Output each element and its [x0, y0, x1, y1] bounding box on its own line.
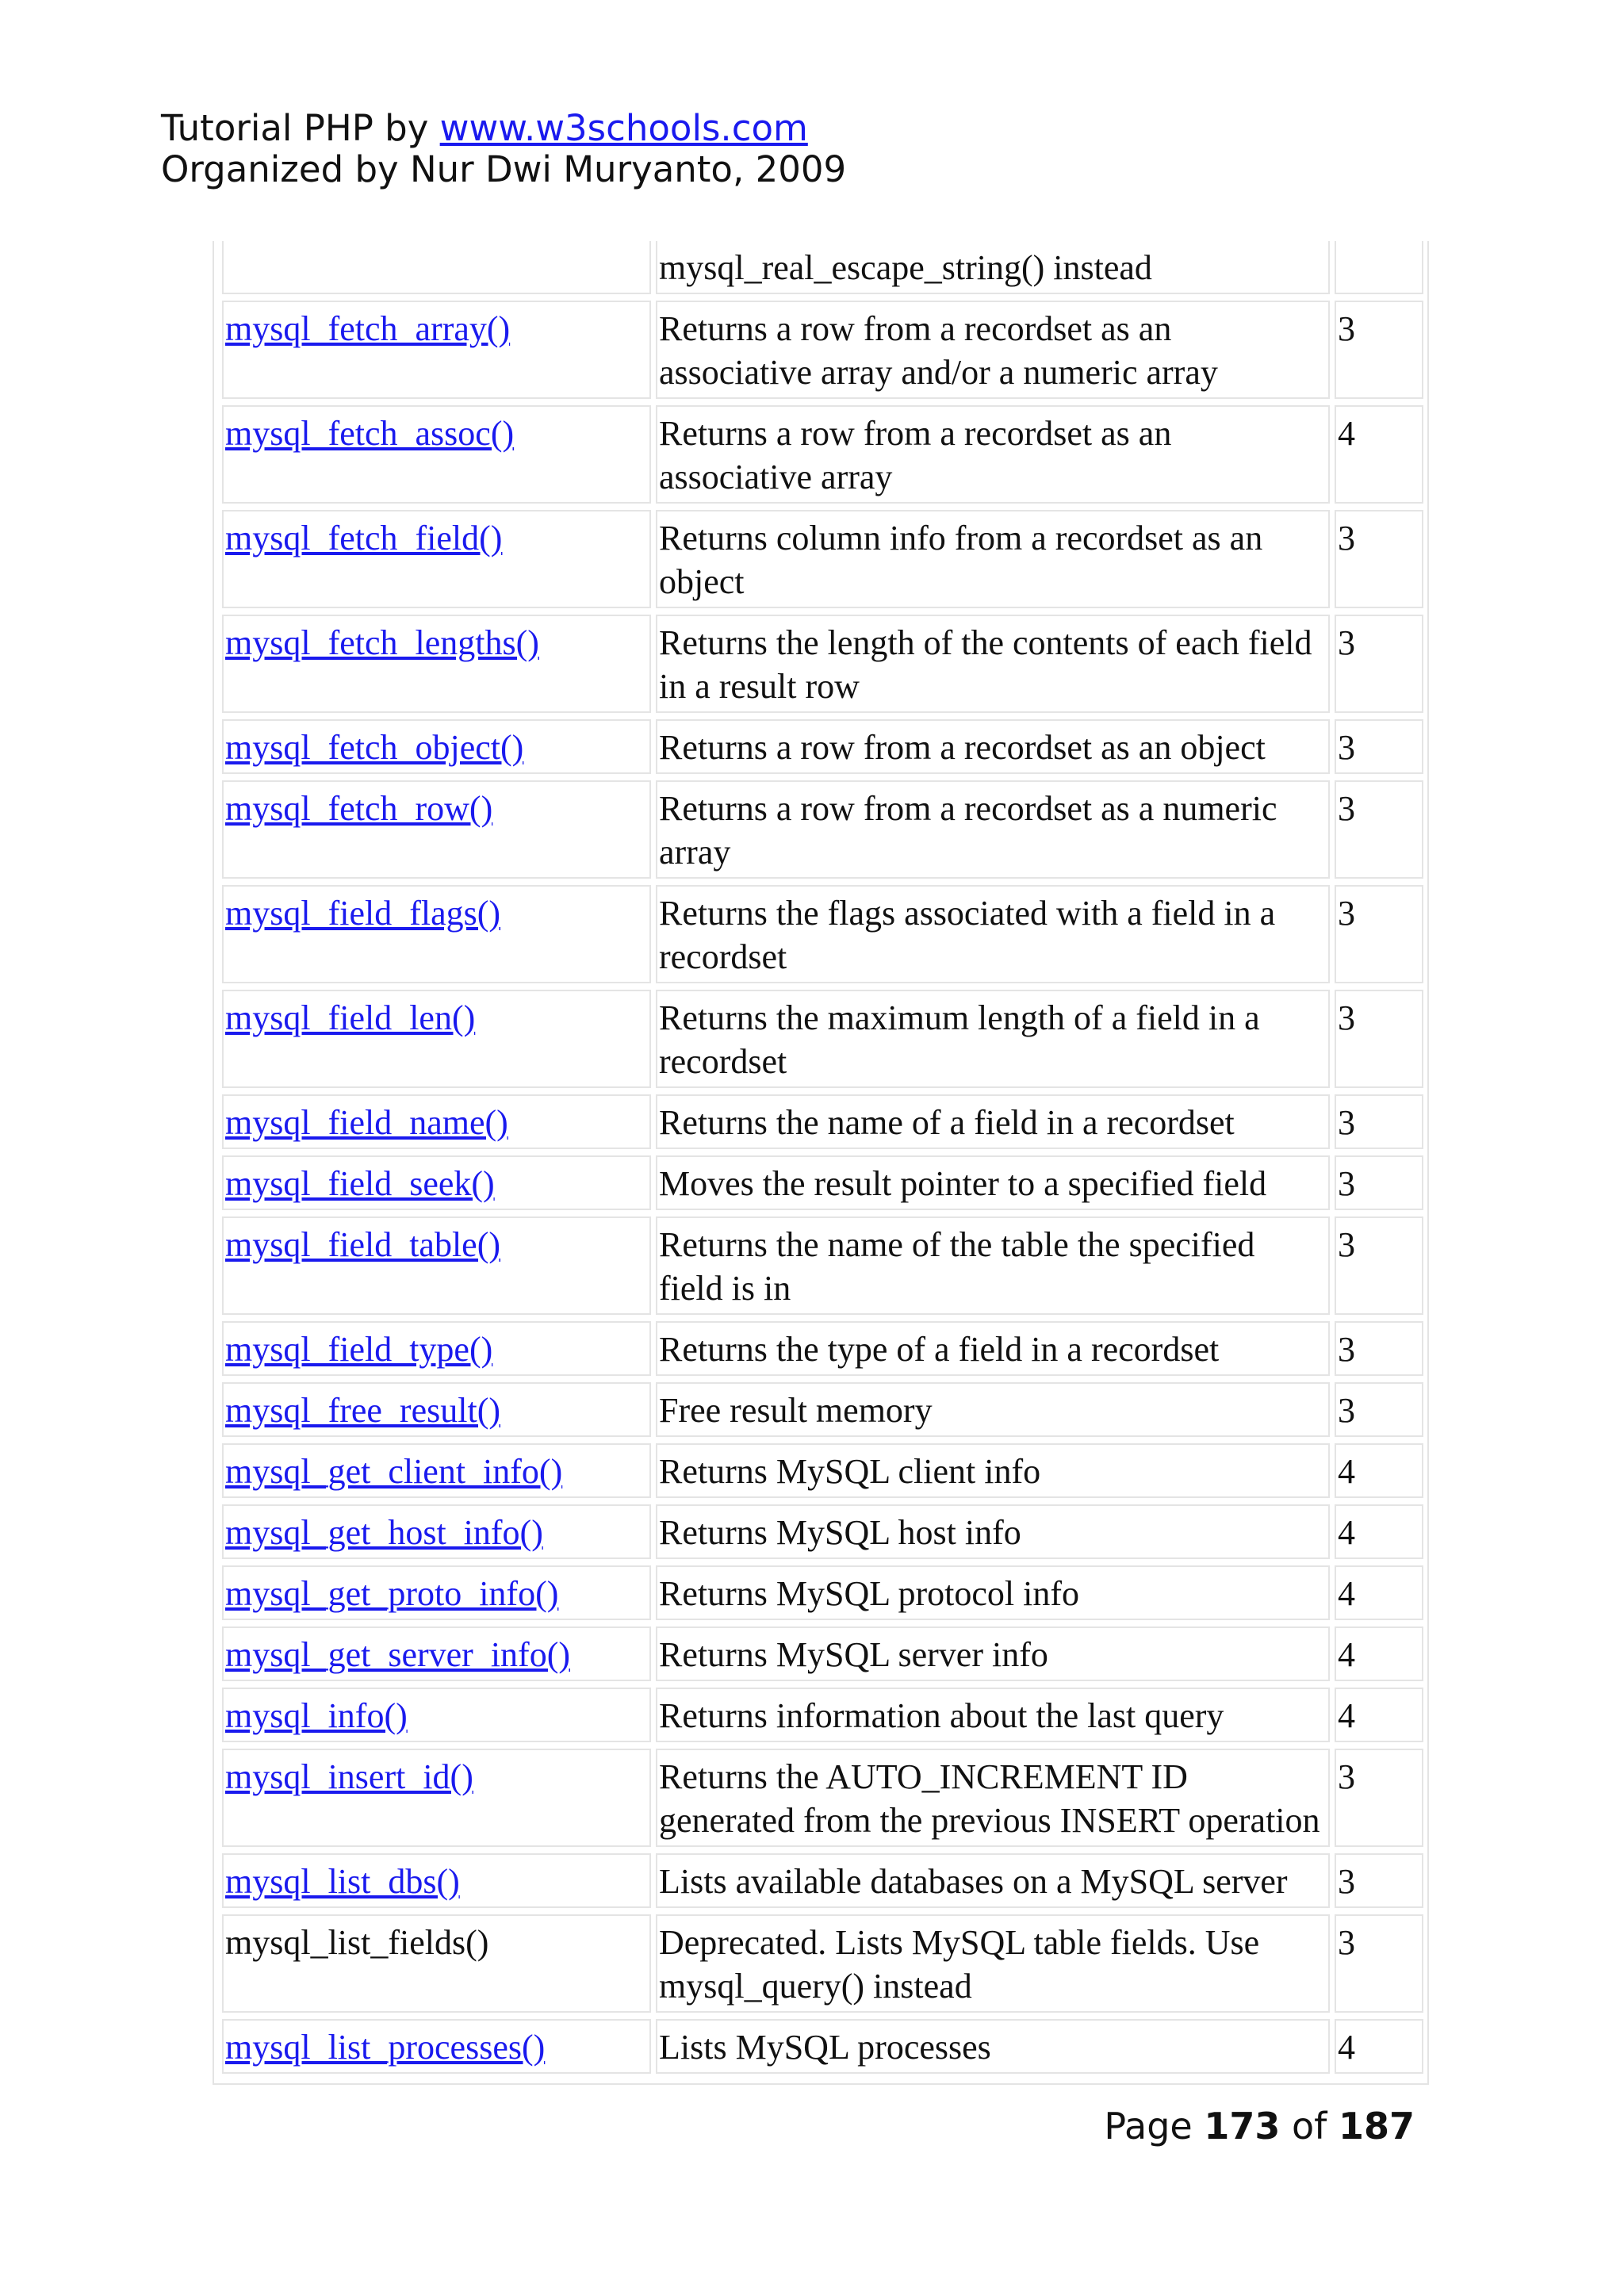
function-link[interactable]: mysql_fetch_field()	[225, 519, 503, 557]
php-version-cell	[1335, 241, 1423, 294]
description-cell: Returns a row from a recordset as a numeric array	[656, 780, 1330, 879]
function-link[interactable]: mysql_field_seek()	[225, 1164, 495, 1203]
function-name-cell	[222, 1443, 651, 1498]
total-pages-number: 187	[1338, 2105, 1415, 2147]
table-row	[222, 1688, 1423, 1742]
function-link[interactable]: mysql_fetch_assoc()	[225, 414, 515, 453]
function-name-cell	[222, 1565, 651, 1620]
php-version-cell: 3	[1335, 1382, 1423, 1437]
function-name-cell	[222, 301, 651, 399]
description-cell: Deprecated. Lists MySQL table fields. Use mysql_query() instead	[656, 1914, 1330, 2013]
table-row	[222, 2019, 1423, 2074]
table-row	[222, 1216, 1423, 1315]
table-row	[222, 241, 1423, 294]
php-version-cell: 3	[1335, 1155, 1423, 1210]
of-label: of	[1292, 2105, 1327, 2147]
description-cell: Returns the type of a field in a recordset	[656, 1321, 1330, 1376]
function-name-cell	[222, 990, 651, 1088]
function-name-cell	[222, 615, 651, 713]
php-version-cell: 3	[1335, 615, 1423, 713]
function-name-cell	[222, 885, 651, 983]
php-version-cell: 4	[1335, 1688, 1423, 1742]
table-row	[222, 885, 1423, 983]
function-link[interactable]: mysql_get_proto_info()	[225, 1574, 559, 1613]
function-link[interactable]: mysql_get_host_info()	[225, 1513, 543, 1552]
php-version-cell: 4	[1335, 405, 1423, 504]
function-link[interactable]: mysql_field_type()	[225, 1330, 493, 1369]
table-row	[222, 1155, 1423, 1210]
page-label: Page	[1104, 2105, 1193, 2147]
table-row	[222, 1626, 1423, 1681]
function-name-cell	[222, 2019, 651, 2074]
function-name-cell	[222, 719, 651, 774]
description-cell: Returns column info from a recordset as an object	[656, 510, 1330, 608]
description-cell: Returns the flags associated with a field in a recordset	[656, 885, 1330, 983]
description-cell: Returns a row from a recordset as an object	[656, 719, 1330, 774]
function-link[interactable]: mysql_info()	[225, 1696, 408, 1735]
function-name-cell	[222, 405, 651, 504]
description-cell: Returns MySQL protocol info	[656, 1565, 1330, 1620]
table-row	[222, 510, 1423, 608]
function-link[interactable]: mysql_fetch_array()	[225, 309, 511, 348]
description-cell: Returns the length of the contents of each field in a result row	[656, 615, 1330, 713]
function-name-cell	[222, 1216, 651, 1315]
php-version-cell: 3	[1335, 1216, 1423, 1315]
php-version-cell: 3	[1335, 301, 1423, 399]
table-row	[222, 1443, 1423, 1498]
php-version-cell: 3	[1335, 1853, 1423, 1908]
description-cell: Returns MySQL host info	[656, 1504, 1330, 1559]
w3schools-link[interactable]: www.w3schools.com	[439, 107, 808, 149]
function-name-cell	[222, 1749, 651, 1847]
php-version-cell: 4	[1335, 1626, 1423, 1681]
description-cell: Returns MySQL server info	[656, 1626, 1330, 1681]
page-header	[161, 108, 846, 190]
table-row	[222, 1321, 1423, 1376]
description-cell: mysql_real_escape_string() instead	[656, 241, 1330, 294]
function-link[interactable]: mysql_list_dbs()	[225, 1862, 460, 1901]
function-link[interactable]: mysql_fetch_row()	[225, 789, 493, 828]
function-name-cell	[222, 1504, 651, 1559]
php-version-cell: 3	[1335, 1094, 1423, 1149]
description-cell: Returns a row from a recordset as an associative array and/or a numeric array	[656, 301, 1330, 399]
description-cell: Lists MySQL processes	[656, 2019, 1330, 2074]
function-link[interactable]: mysql_field_len()	[225, 998, 476, 1037]
current-page-number: 173	[1204, 2105, 1281, 2147]
php-version-cell: 3	[1335, 719, 1423, 774]
function-name-cell	[222, 1321, 651, 1376]
description-cell: Returns the name of the table the specified field is in	[656, 1216, 1330, 1315]
function-name-cell	[222, 1914, 651, 2013]
php-version-cell: 3	[1335, 885, 1423, 983]
header-title: Tutorial PHP by	[161, 107, 440, 149]
header-line-2: Organized by Nur Dwi Muryanto, 2009	[161, 148, 847, 190]
function-link[interactable]: mysql_field_name()	[225, 1103, 508, 1142]
table-row	[222, 1914, 1423, 2013]
table-row	[222, 1749, 1423, 1847]
table-row	[222, 1504, 1423, 1559]
table-row	[222, 1565, 1423, 1620]
page-footer	[1104, 2105, 1415, 2147]
table-row	[222, 1382, 1423, 1437]
function-table	[217, 235, 1428, 2080]
table-row	[222, 719, 1423, 774]
php-version-cell: 3	[1335, 1914, 1423, 2013]
php-version-cell: 4	[1335, 1565, 1423, 1620]
table-row	[222, 615, 1423, 713]
function-name-cell	[222, 1853, 651, 1908]
function-name-cell	[222, 1626, 651, 1681]
function-table-container	[213, 241, 1429, 2085]
function-name-cell	[222, 1688, 651, 1742]
function-name-cell	[222, 1094, 651, 1149]
php-version-cell: 3	[1335, 780, 1423, 879]
function-link[interactable]: mysql_field_flags()	[225, 894, 501, 933]
php-version-cell: 3	[1335, 1321, 1423, 1376]
function-link[interactable]: mysql_field_table()	[225, 1225, 501, 1264]
description-cell: Returns the name of a field in a recordset	[656, 1094, 1330, 1149]
description-cell: Returns a row from a recordset as an associative array	[656, 405, 1330, 504]
table-row	[222, 1853, 1423, 1908]
function-name-cell	[222, 1155, 651, 1210]
php-version-cell: 3	[1335, 510, 1423, 608]
function-link[interactable]: mysql_get_server_info()	[225, 1635, 570, 1674]
php-version-cell: 3	[1335, 1749, 1423, 1847]
function-link[interactable]: mysql_get_client_info()	[225, 1452, 563, 1491]
description-cell: Returns the maximum length of a field in a recordset	[656, 990, 1330, 1088]
header-line-1	[161, 108, 846, 149]
description-cell: Free result memory	[656, 1382, 1330, 1437]
table-row	[222, 1094, 1423, 1149]
table-row	[222, 405, 1423, 504]
function-name-cell	[222, 241, 651, 294]
php-version-cell: 4	[1335, 2019, 1423, 2074]
function-link[interactable]: mysql_list_processes()	[225, 2028, 546, 2067]
function-link[interactable]: mysql_fetch_lengths()	[225, 623, 539, 662]
php-version-cell: 4	[1335, 1443, 1423, 1498]
function-name-cell	[222, 780, 651, 879]
function-link[interactable]: mysql_fetch_object()	[225, 728, 524, 767]
table-row	[222, 301, 1423, 399]
description-cell: Returns the AUTO_INCREMENT ID generated from the previous INSERT operation	[656, 1749, 1330, 1847]
table-row	[222, 780, 1423, 879]
description-cell: Lists available databases on a MySQL server	[656, 1853, 1330, 1908]
php-version-cell: 3	[1335, 990, 1423, 1088]
description-cell: Returns MySQL client info	[656, 1443, 1330, 1498]
php-version-cell: 4	[1335, 1504, 1423, 1559]
function-link[interactable]: mysql_free_result()	[225, 1391, 500, 1430]
function-name-cell	[222, 510, 651, 608]
description-cell: Returns information about the last query	[656, 1688, 1330, 1742]
function-table-body	[222, 241, 1423, 2074]
function-name-text: mysql_list_fields()	[225, 1923, 489, 1962]
description-cell: Moves the result pointer to a specified field	[656, 1155, 1330, 1210]
function-name-cell	[222, 1382, 651, 1437]
function-link[interactable]: mysql_insert_id()	[225, 1757, 473, 1796]
table-row	[222, 990, 1423, 1088]
